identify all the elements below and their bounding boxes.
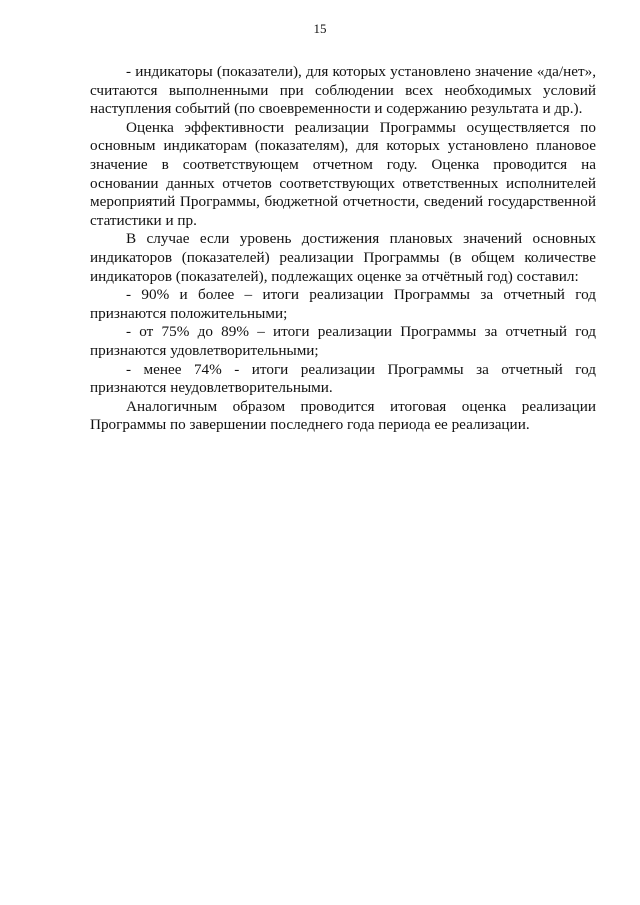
paragraph-final-evaluation: Аналогичным образом проводится итоговая оценка реализации Программы по завершении последнего года периода ее реализации. [90, 397, 596, 434]
paragraph-achievement-level: В случае если уровень достижения плановых значений основных индикаторов (показателей) реализации Программы (в общем количестве индикаторов (показателей), подлежащих оценке за отчётный год) составил: [90, 230, 596, 285]
page-number: 15 [313, 21, 327, 36]
document-body [90, 63, 596, 435]
list-item-positive: - 90% и более – итоги реализации Программы за отчетный год признаются положительными; [90, 286, 596, 322]
list-item-unsatisfactory: - менее 74% - итоги реализации Программы за отчетный год признаются неудовлетворительными. [90, 360, 596, 397]
paragraph-efficiency-evaluation: Оценка эффективности реализации Программы осуществляется по основным индикаторам (показателям), для которых установлено плановое значение в соответствующем отчетном году. Оценка проводится на основании данных отчетов соответствующих ответственных исполнителей мероприятий Программы, бюджетной отчетности, сведений государственной статистики и пр. [90, 118, 596, 229]
list-item-satisfactory: - от 75% до 89% – итоги реализации Программы за отчетный год признаются удовлетворительными; [90, 323, 596, 359]
paragraph-indicators-yes-no: - индикаторы (показатели), для которых установлено значение «да/нет», считаются выполненными при соблюдении всех необходимых условий наступления событий (по своевременности и содержанию результата и др.). [90, 63, 596, 118]
